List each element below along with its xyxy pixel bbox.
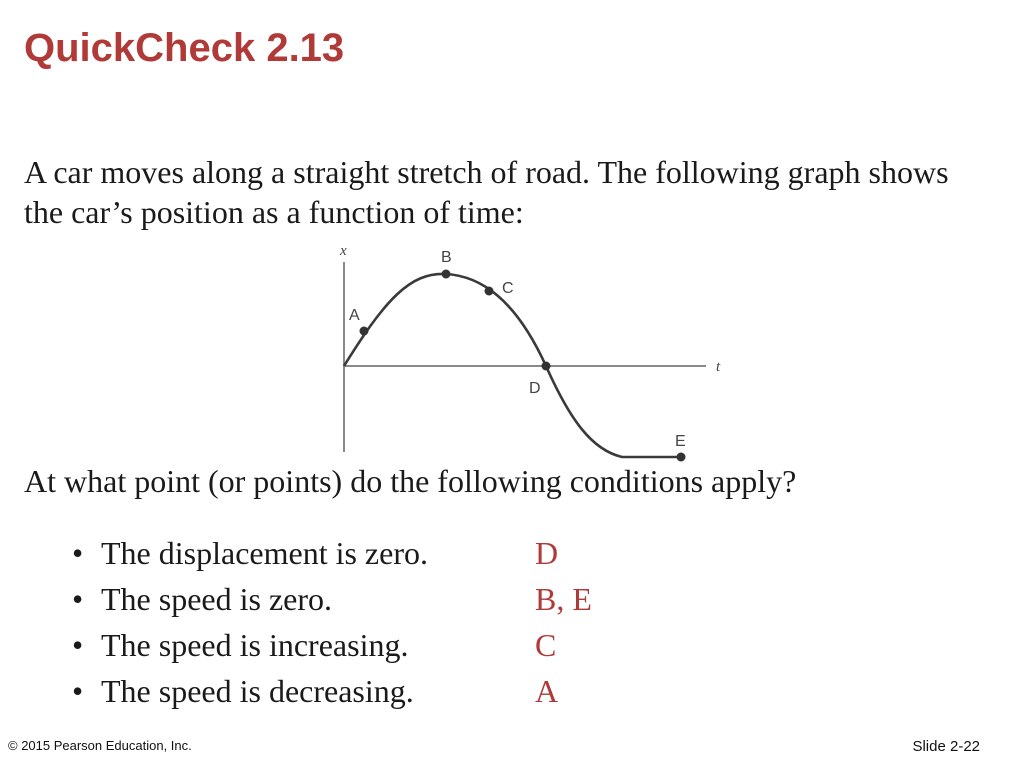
point-b-marker [442,270,451,279]
x-axis-label: x [340,243,347,259]
slide-number: Slide 2-22 [912,738,980,755]
condition-answer: D [535,535,559,571]
point-c-label: C [502,280,514,297]
condition-text: The speed is increasing. [101,627,409,663]
bullet: • [72,535,84,571]
condition-text: The displacement is zero. [101,535,428,571]
condition-text: The speed is decreasing. [101,673,414,709]
position-time-graph [330,240,730,465]
copyright-footer: © 2015 Pearson Education, Inc. [8,738,192,753]
condition-list [72,530,672,714]
condition-text: The speed is zero. [101,581,333,617]
condition-answer: C [535,627,557,663]
point-c-marker [485,287,494,296]
condition-item [72,576,672,622]
point-b-label: B [441,249,452,266]
condition-answer: B, E [535,581,592,617]
bullet: • [72,627,84,663]
point-a-marker [360,327,369,336]
t-axis-label: t [716,359,721,375]
point-d-label: D [529,380,541,397]
condition-answer: A [535,673,559,709]
point-e-label: E [675,433,686,450]
condition-item [72,668,672,714]
point-d-marker [542,362,551,371]
intro-text: A car moves along a straight stretch of road. The following graph shows the car’s position as a function of time: [24,154,949,230]
question-text: At what point (or points) do the following conditions apply? [24,463,797,499]
condition-item [72,622,672,668]
point-a-label: A [349,307,360,324]
bullet: • [72,581,84,617]
bullet: • [72,673,84,709]
slide-title: QuickCheck 2.13 [24,26,345,70]
condition-item [72,530,672,576]
